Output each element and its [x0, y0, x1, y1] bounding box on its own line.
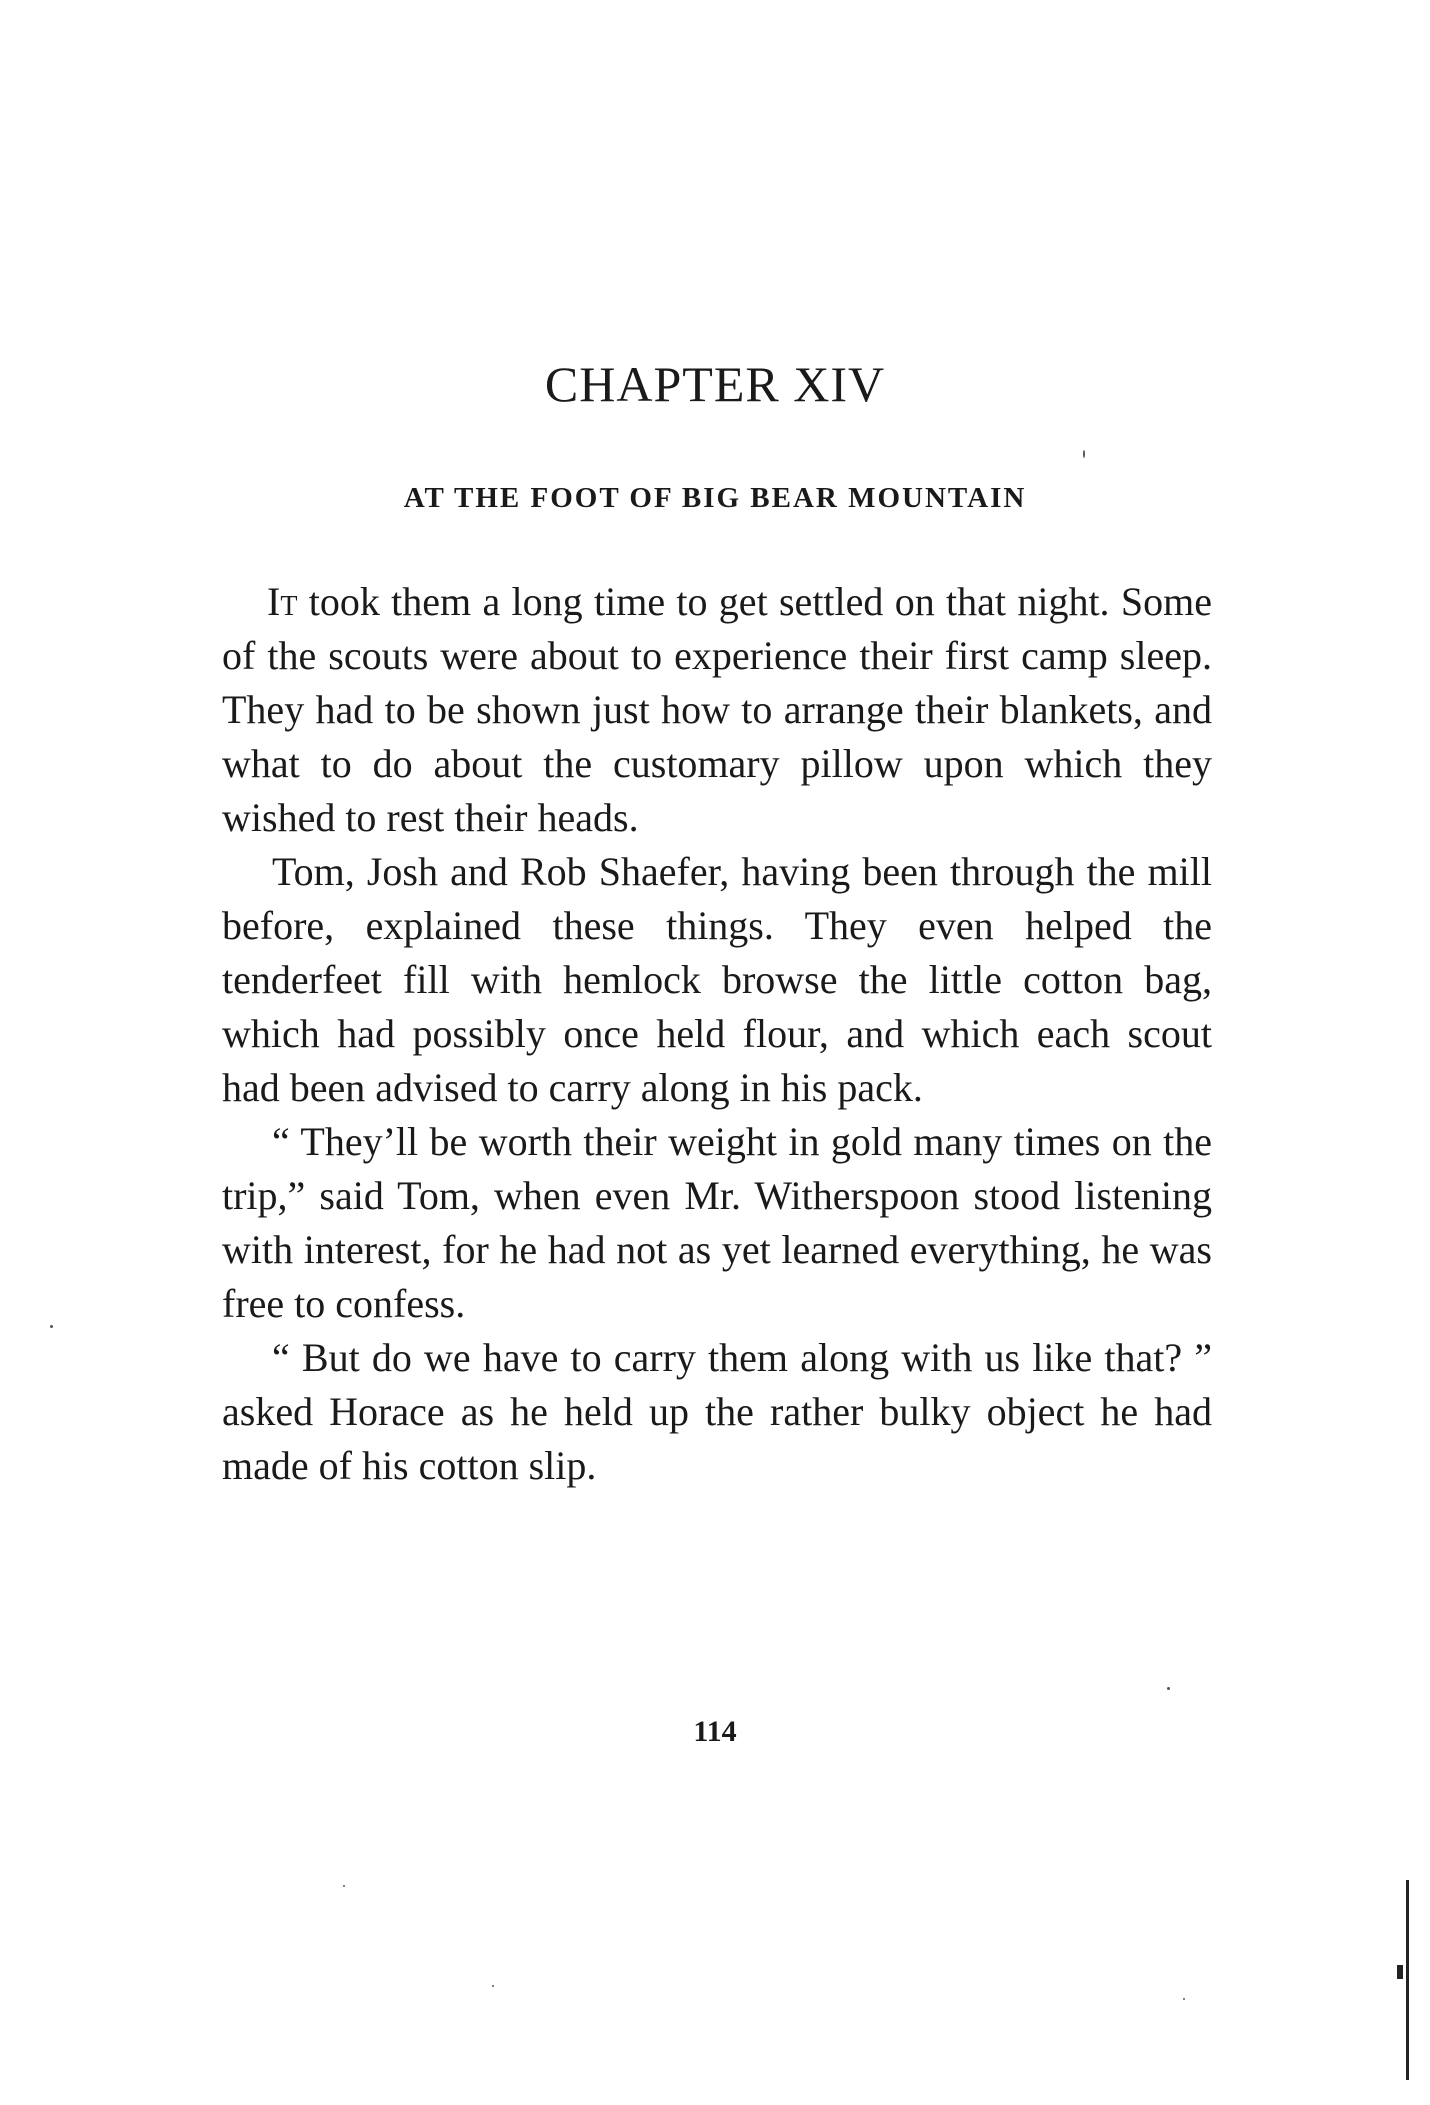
paragraph-text: “ But do we have to carry them along with us like that? ” asked Horace as he held up the rather bulky object he had made of his cotton slip.	[222, 1335, 1212, 1488]
paragraph-lead-word: It	[267, 579, 298, 624]
paragraph	[222, 1331, 1212, 1493]
paragraph-text: “ They’ll be worth their weight in gold many times on the trip,” said Tom, when even Mr. Witherspoon stood listening with interest, for he had not as yet learned everything, he was free to confess.	[222, 1119, 1212, 1326]
scan-edge-mark	[1406, 1880, 1409, 2080]
scan-edge-mark	[1397, 1965, 1403, 1979]
chapter-body	[222, 575, 1212, 1493]
scan-speck	[1167, 1687, 1170, 1690]
scan-speck	[1083, 450, 1085, 458]
paragraph	[222, 845, 1212, 1115]
scan-speck	[343, 1885, 345, 1887]
scan-speck	[492, 1985, 494, 1987]
chapter-title: AT THE FOOT OF BIG BEAR MOUNTAIN	[403, 482, 1027, 514]
scan-speck	[1183, 1998, 1185, 2000]
paragraph-text: Tom, Josh and Rob Shaefer, having been through the mill before, explained these things. They even helped the tenderfeet fill with hemlock browse the little cotton bag, which had possibly once held flour, and which each scout had been advised to carry along in his pack.	[222, 849, 1212, 1110]
scan-speck	[50, 1325, 53, 1328]
paragraph-text: took them a long time to get settled on that night. Some of the scouts were about to experience their first camp sleep. They had to be shown just how to arrange their blankets, and what to do about the customary pillow upon which they wished to rest their heads.	[222, 579, 1212, 840]
paragraph	[222, 575, 1212, 845]
page-number: 114	[693, 1715, 737, 1748]
paragraph	[222, 1115, 1212, 1331]
chapter-number: CHAPTER XIV	[544, 356, 886, 412]
